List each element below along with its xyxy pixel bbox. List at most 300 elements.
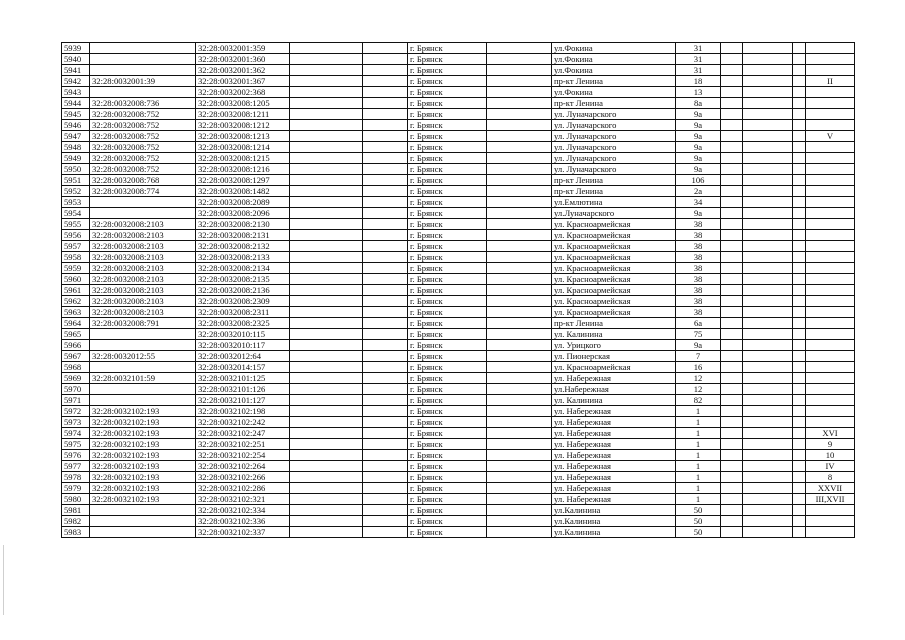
table-row (62, 384, 855, 395)
empty-cell (290, 76, 363, 87)
house-number-cell: 9а (676, 208, 721, 219)
row-number-cell: 5974 (62, 428, 90, 439)
empty-cell (793, 527, 806, 538)
empty-cell (743, 87, 793, 98)
empty-cell (793, 76, 806, 87)
premises-number-cell: III,XVII (806, 494, 855, 505)
empty-cell (793, 285, 806, 296)
empty-cell (743, 285, 793, 296)
city-cell: г. Брянск (408, 241, 487, 252)
empty-cell (363, 373, 408, 384)
empty-cell (363, 54, 408, 65)
row-number-cell: 5950 (62, 164, 90, 175)
table-row (62, 428, 855, 439)
row-number-cell: 5983 (62, 527, 90, 538)
house-number-cell: 50 (676, 505, 721, 516)
premises-number-cell (806, 164, 855, 175)
parent-cadastral-cell: 32:28:0032102:193 (90, 428, 196, 439)
row-number-cell: 5953 (62, 197, 90, 208)
premises-number-cell (806, 98, 855, 109)
premises-number-cell (806, 406, 855, 417)
empty-cell (793, 351, 806, 362)
empty-cell (793, 263, 806, 274)
table-row (62, 362, 855, 373)
table-row (62, 351, 855, 362)
empty-cell (290, 164, 363, 175)
empty-cell (487, 120, 552, 131)
city-cell: г. Брянск (408, 274, 487, 285)
street-cell: ул. Набережная (552, 461, 676, 472)
empty-cell (363, 329, 408, 340)
table-row (62, 461, 855, 472)
row-number-cell: 5954 (62, 208, 90, 219)
street-cell: ул. Набережная (552, 373, 676, 384)
table-row (62, 505, 855, 516)
empty-cell (290, 241, 363, 252)
empty-cell (793, 252, 806, 263)
cadastral-number-cell: 32:28:0032008:2325 (196, 318, 290, 329)
parent-cadastral-cell: 32:28:0032008:2103 (90, 263, 196, 274)
empty-cell (743, 384, 793, 395)
street-cell: ул. Луначарского (552, 142, 676, 153)
empty-cell (363, 296, 408, 307)
table-row (62, 516, 855, 527)
house-number-cell: 75 (676, 329, 721, 340)
house-number-cell: 6а (676, 318, 721, 329)
empty-cell (487, 131, 552, 142)
parent-cadastral-cell: 32:28:0032001:39 (90, 76, 196, 87)
empty-cell (743, 417, 793, 428)
cadastral-number-cell: 32:28:0032002:368 (196, 87, 290, 98)
empty-cell (363, 120, 408, 131)
house-number-cell: 13 (676, 87, 721, 98)
empty-cell (743, 54, 793, 65)
empty-cell (290, 516, 363, 527)
city-cell: г. Брянск (408, 153, 487, 164)
street-cell: ул. Красноармейская (552, 285, 676, 296)
parent-cadastral-cell (90, 329, 196, 340)
premises-number-cell: II (806, 76, 855, 87)
street-cell: пр-кт Ленина (552, 76, 676, 87)
empty-cell (721, 362, 743, 373)
cadastral-number-cell: 32:28:0032010:117 (196, 340, 290, 351)
empty-cell (487, 109, 552, 120)
street-cell: ул.Фокина (552, 54, 676, 65)
empty-cell (487, 142, 552, 153)
empty-cell (743, 219, 793, 230)
empty-cell (363, 98, 408, 109)
cadastral-number-cell: 32:28:0032101:127 (196, 395, 290, 406)
premises-number-cell: IV (806, 461, 855, 472)
empty-cell (793, 219, 806, 230)
street-cell: ул.Калинина (552, 516, 676, 527)
row-number-cell: 5967 (62, 351, 90, 362)
empty-cell (793, 329, 806, 340)
empty-cell (290, 54, 363, 65)
table-row (62, 417, 855, 428)
city-cell: г. Брянск (408, 197, 487, 208)
premises-number-cell (806, 351, 855, 362)
street-cell: ул. Красноармейская (552, 296, 676, 307)
cadastral-number-cell: 32:28:0032008:1213 (196, 131, 290, 142)
empty-cell (721, 120, 743, 131)
empty-cell (363, 384, 408, 395)
empty-cell (793, 153, 806, 164)
empty-cell (487, 98, 552, 109)
table-row (62, 164, 855, 175)
empty-cell (290, 98, 363, 109)
property-registry-table (61, 42, 855, 538)
cadastral-number-cell: 32:28:0032101:125 (196, 373, 290, 384)
table-row (62, 527, 855, 538)
street-cell: ул. Набережная (552, 439, 676, 450)
empty-cell (721, 263, 743, 274)
city-cell: г. Брянск (408, 329, 487, 340)
table-row (62, 296, 855, 307)
empty-cell (793, 208, 806, 219)
empty-cell (793, 340, 806, 351)
empty-cell (793, 98, 806, 109)
house-number-cell: 38 (676, 274, 721, 285)
house-number-cell: 50 (676, 527, 721, 538)
house-number-cell: 2а (676, 186, 721, 197)
house-number-cell: 8а (676, 98, 721, 109)
city-cell: г. Брянск (408, 252, 487, 263)
empty-cell (290, 505, 363, 516)
street-cell: ул. Красноармейская (552, 263, 676, 274)
empty-cell (487, 417, 552, 428)
empty-cell (793, 274, 806, 285)
premises-number-cell (806, 285, 855, 296)
premises-number-cell (806, 373, 855, 384)
premises-number-cell (806, 241, 855, 252)
row-number-cell: 5971 (62, 395, 90, 406)
empty-cell (290, 450, 363, 461)
city-cell: г. Брянск (408, 527, 487, 538)
empty-cell (487, 296, 552, 307)
street-cell: пр-кт Ленина (552, 318, 676, 329)
row-number-cell: 5959 (62, 263, 90, 274)
city-cell: г. Брянск (408, 54, 487, 65)
empty-cell (721, 241, 743, 252)
parent-cadastral-cell: 32:28:0032008:2103 (90, 296, 196, 307)
house-number-cell: 9а (676, 164, 721, 175)
city-cell: г. Брянск (408, 428, 487, 439)
premises-number-cell (806, 362, 855, 373)
cadastral-number-cell: 32:28:0032102:251 (196, 439, 290, 450)
empty-cell (290, 494, 363, 505)
empty-cell (363, 65, 408, 76)
premises-number-cell (806, 384, 855, 395)
empty-cell (721, 43, 743, 54)
city-cell: г. Брянск (408, 351, 487, 362)
empty-cell (721, 527, 743, 538)
city-cell: г. Брянск (408, 208, 487, 219)
empty-cell (363, 208, 408, 219)
premises-number-cell (806, 296, 855, 307)
street-cell: ул. Красноармейская (552, 241, 676, 252)
empty-cell (721, 186, 743, 197)
cadastral-number-cell: 32:28:0032008:2135 (196, 274, 290, 285)
city-cell: г. Брянск (408, 285, 487, 296)
empty-cell (793, 516, 806, 527)
cadastral-number-cell: 32:28:0032102:264 (196, 461, 290, 472)
table-row (62, 472, 855, 483)
street-cell: ул. Набережная (552, 472, 676, 483)
empty-cell (487, 76, 552, 87)
row-number-cell: 5982 (62, 516, 90, 527)
premises-number-cell (806, 417, 855, 428)
empty-cell (290, 307, 363, 318)
empty-cell (363, 428, 408, 439)
empty-cell (290, 274, 363, 285)
row-number-cell: 5958 (62, 252, 90, 263)
empty-cell (721, 153, 743, 164)
empty-cell (721, 65, 743, 76)
street-cell: ул.Калинина (552, 527, 676, 538)
empty-cell (793, 384, 806, 395)
empty-cell (290, 351, 363, 362)
empty-cell (363, 186, 408, 197)
parent-cadastral-cell: 32:28:0032008:768 (90, 175, 196, 186)
table-row (62, 318, 855, 329)
empty-cell (363, 516, 408, 527)
city-cell: г. Брянск (408, 417, 487, 428)
premises-number-cell: 8 (806, 472, 855, 483)
empty-cell (743, 252, 793, 263)
empty-cell (721, 296, 743, 307)
row-number-cell: 5939 (62, 43, 90, 54)
house-number-cell: 9а (676, 131, 721, 142)
table-row (62, 450, 855, 461)
empty-cell (721, 208, 743, 219)
parent-cadastral-cell: 32:28:0032008:736 (90, 98, 196, 109)
row-number-cell: 5964 (62, 318, 90, 329)
cadastral-number-cell: 32:28:0032008:1216 (196, 164, 290, 175)
empty-cell (290, 153, 363, 164)
city-cell: г. Брянск (408, 373, 487, 384)
street-cell: ул.Фокина (552, 43, 676, 54)
house-number-cell: 12 (676, 384, 721, 395)
empty-cell (290, 296, 363, 307)
empty-cell (290, 142, 363, 153)
house-number-cell: 82 (676, 395, 721, 406)
row-number-cell: 5980 (62, 494, 90, 505)
table-row (62, 54, 855, 65)
row-number-cell: 5955 (62, 219, 90, 230)
parent-cadastral-cell: 32:28:0032008:2103 (90, 285, 196, 296)
empty-cell (290, 439, 363, 450)
row-number-cell: 5948 (62, 142, 90, 153)
table-row (62, 142, 855, 153)
empty-cell (487, 318, 552, 329)
city-cell: г. Брянск (408, 131, 487, 142)
table-row (62, 329, 855, 340)
premises-number-cell (806, 197, 855, 208)
house-number-cell: 9а (676, 109, 721, 120)
row-number-cell: 5976 (62, 450, 90, 461)
empty-cell (363, 483, 408, 494)
empty-cell (487, 285, 552, 296)
cadastral-number-cell: 32:28:0032008:2096 (196, 208, 290, 219)
empty-cell (793, 230, 806, 241)
empty-cell (793, 142, 806, 153)
empty-cell (743, 175, 793, 186)
table-row (62, 373, 855, 384)
empty-cell (363, 252, 408, 263)
empty-cell (743, 43, 793, 54)
cadastral-number-cell: 32:28:0032102:242 (196, 417, 290, 428)
premises-number-cell: XXVII (806, 483, 855, 494)
street-cell: ул. Красноармейская (552, 252, 676, 263)
cadastral-number-cell: 32:28:0032008:2133 (196, 252, 290, 263)
empty-cell (743, 406, 793, 417)
row-number-cell: 5940 (62, 54, 90, 65)
empty-cell (363, 527, 408, 538)
empty-cell (363, 472, 408, 483)
house-number-cell: 9а (676, 153, 721, 164)
row-number-cell: 5962 (62, 296, 90, 307)
empty-cell (743, 395, 793, 406)
row-number-cell: 5961 (62, 285, 90, 296)
empty-cell (743, 483, 793, 494)
empty-cell (290, 318, 363, 329)
empty-cell (487, 43, 552, 54)
row-number-cell: 5951 (62, 175, 90, 186)
street-cell: ул. Набережная (552, 494, 676, 505)
parent-cadastral-cell (90, 384, 196, 395)
empty-cell (290, 340, 363, 351)
house-number-cell: 1 (676, 461, 721, 472)
premises-number-cell (806, 230, 855, 241)
street-cell: ул. Пионерская (552, 351, 676, 362)
empty-cell (487, 230, 552, 241)
empty-cell (743, 351, 793, 362)
row-number-cell: 5956 (62, 230, 90, 241)
row-number-cell: 5968 (62, 362, 90, 373)
house-number-cell: 1 (676, 439, 721, 450)
empty-cell (721, 98, 743, 109)
row-number-cell: 5947 (62, 131, 90, 142)
street-cell: ул.Фокина (552, 87, 676, 98)
table-row (62, 43, 855, 54)
empty-cell (793, 87, 806, 98)
premises-number-cell (806, 142, 855, 153)
empty-cell (487, 384, 552, 395)
row-number-cell: 5946 (62, 120, 90, 131)
empty-cell (487, 406, 552, 417)
empty-cell (793, 175, 806, 186)
street-cell: ул. Набережная (552, 483, 676, 494)
parent-cadastral-cell: 32:28:0032008:2103 (90, 274, 196, 285)
empty-cell (743, 109, 793, 120)
empty-cell (721, 505, 743, 516)
premises-number-cell: 9 (806, 439, 855, 450)
city-cell: г. Брянск (408, 384, 487, 395)
parent-cadastral-cell: 32:28:0032008:2103 (90, 219, 196, 230)
cadastral-number-cell: 32:28:0032102:334 (196, 505, 290, 516)
premises-number-cell (806, 307, 855, 318)
empty-cell (721, 142, 743, 153)
cadastral-number-cell: 32:28:0032102:198 (196, 406, 290, 417)
city-cell: г. Брянск (408, 120, 487, 131)
empty-cell (290, 483, 363, 494)
cadastral-number-cell: 32:28:0032008:2136 (196, 285, 290, 296)
city-cell: г. Брянск (408, 142, 487, 153)
cadastral-number-cell: 32:28:0032008:1215 (196, 153, 290, 164)
cadastral-number-cell: 32:28:0032008:1482 (196, 186, 290, 197)
empty-cell (721, 54, 743, 65)
street-cell: ул. Красноармейская (552, 362, 676, 373)
cadastral-number-cell: 32:28:0032102:336 (196, 516, 290, 527)
street-cell: пр-кт Ленина (552, 98, 676, 109)
city-cell: г. Брянск (408, 296, 487, 307)
empty-cell (487, 516, 552, 527)
empty-cell (487, 197, 552, 208)
table-row (62, 186, 855, 197)
parent-cadastral-cell: 32:28:0032008:2103 (90, 307, 196, 318)
street-cell: ул. Красноармейская (552, 274, 676, 285)
parent-cadastral-cell: 32:28:0032008:752 (90, 153, 196, 164)
empty-cell (363, 395, 408, 406)
empty-cell (743, 461, 793, 472)
empty-cell (721, 516, 743, 527)
city-cell: г. Брянск (408, 395, 487, 406)
house-number-cell: 38 (676, 307, 721, 318)
row-number-cell: 5979 (62, 483, 90, 494)
empty-cell (487, 494, 552, 505)
registry-table-body (62, 43, 855, 538)
city-cell: г. Брянск (408, 406, 487, 417)
table-row (62, 274, 855, 285)
premises-number-cell (806, 318, 855, 329)
empty-cell (290, 263, 363, 274)
house-number-cell: 1 (676, 428, 721, 439)
premises-number-cell (806, 516, 855, 527)
empty-cell (363, 230, 408, 241)
empty-cell (743, 450, 793, 461)
table-row (62, 307, 855, 318)
empty-cell (363, 131, 408, 142)
empty-cell (721, 417, 743, 428)
city-cell: г. Брянск (408, 175, 487, 186)
empty-cell (290, 329, 363, 340)
empty-cell (363, 219, 408, 230)
empty-cell (743, 318, 793, 329)
cadastral-number-cell: 32:28:0032014:157 (196, 362, 290, 373)
empty-cell (363, 109, 408, 120)
empty-cell (743, 428, 793, 439)
premises-number-cell (806, 208, 855, 219)
empty-cell (793, 131, 806, 142)
city-cell: г. Брянск (408, 98, 487, 109)
city-cell: г. Брянск (408, 450, 487, 461)
parent-cadastral-cell (90, 516, 196, 527)
empty-cell (721, 373, 743, 384)
empty-cell (793, 472, 806, 483)
city-cell: г. Брянск (408, 230, 487, 241)
house-number-cell: 50 (676, 516, 721, 527)
empty-cell (721, 87, 743, 98)
parent-cadastral-cell (90, 505, 196, 516)
cadastral-number-cell: 32:28:0032102:266 (196, 472, 290, 483)
house-number-cell: 34 (676, 197, 721, 208)
empty-cell (290, 461, 363, 472)
empty-cell (743, 241, 793, 252)
empty-cell (793, 109, 806, 120)
empty-cell (363, 340, 408, 351)
house-number-cell: 7 (676, 351, 721, 362)
